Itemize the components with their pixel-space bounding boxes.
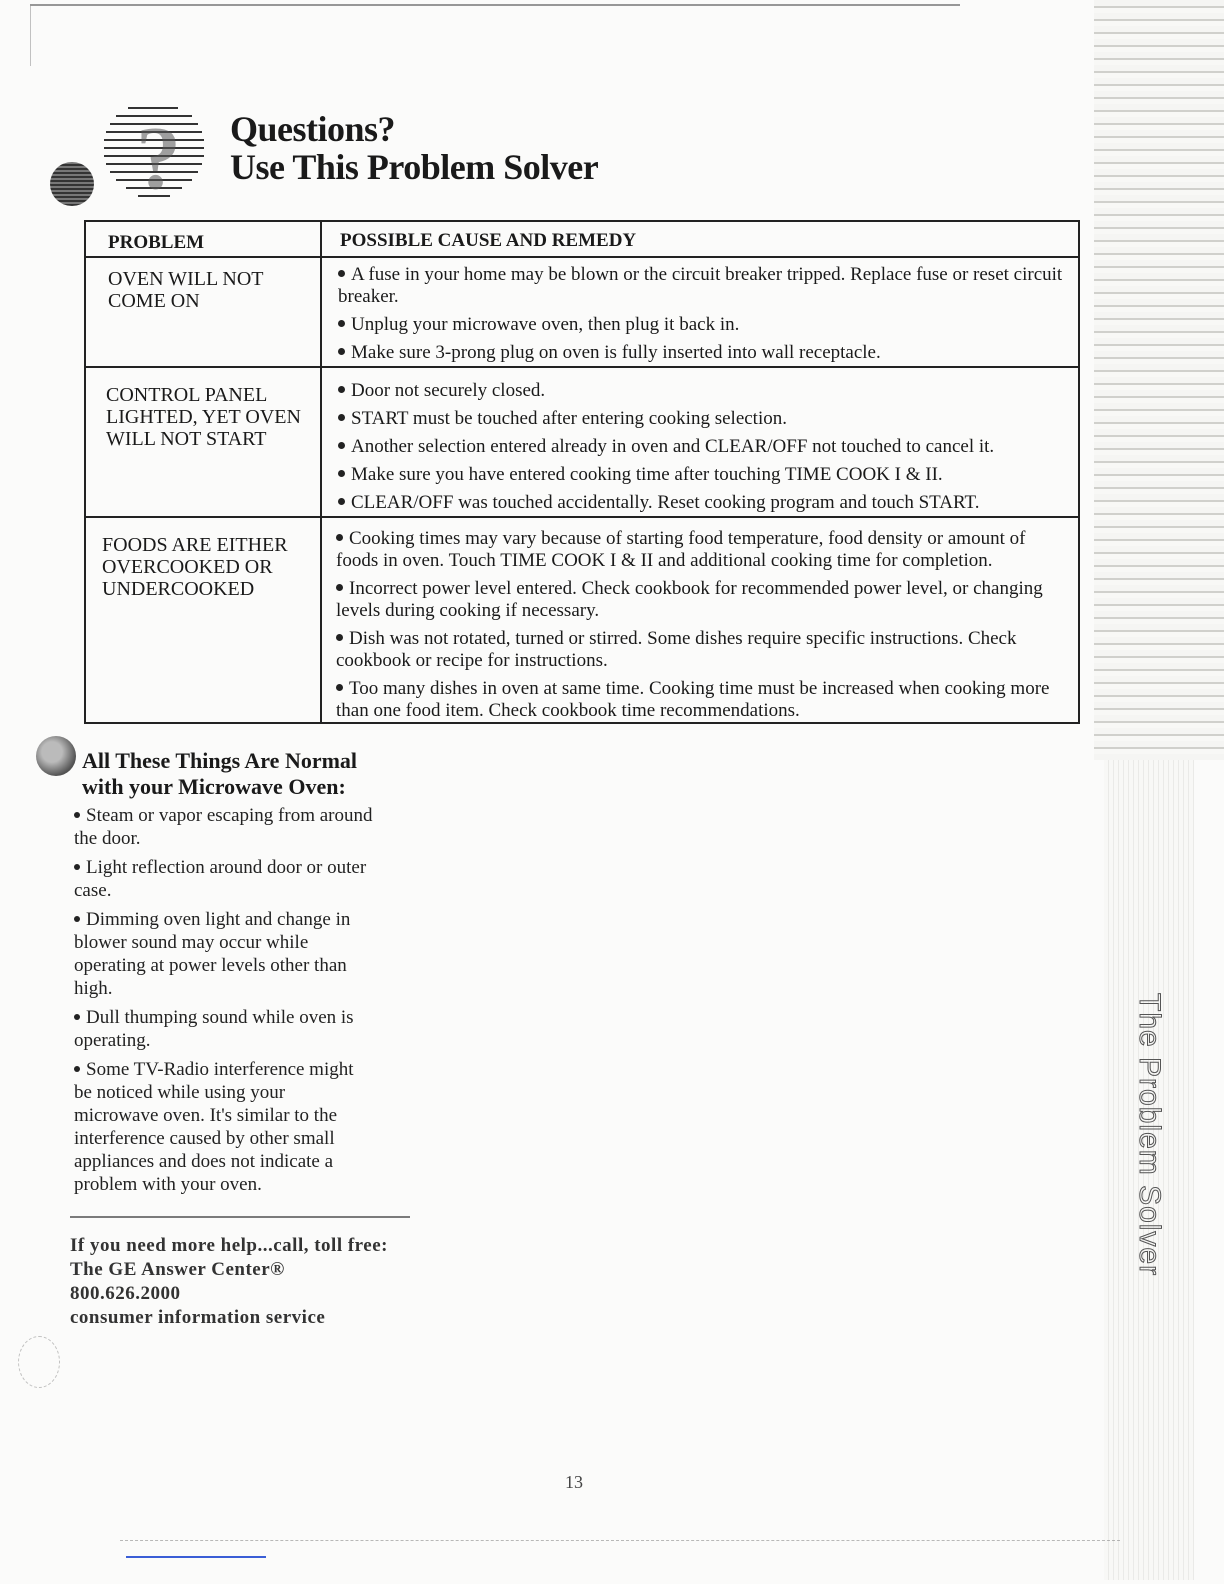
bullet-icon [338, 470, 345, 477]
remedy-item [336, 628, 1064, 672]
bullet-icon [74, 916, 80, 922]
remedy-item [338, 492, 1068, 514]
remedy-text: Make sure you have entered cooking time after touching TIME COOK I & II. [351, 464, 943, 485]
remedy-text: Cooking times may vary because of starting food temperature, food density or amount of foods in oven. Touch TIME COOK I & II and additional cooking time for completion. [336, 528, 1026, 571]
remedy-text: Another selection entered already in oven and CLEAR/OFF not touched to cancel it. [351, 436, 995, 457]
problem-cell [106, 384, 301, 450]
remedy-cell [338, 264, 1068, 370]
page-number: 13 [565, 1472, 583, 1492]
problem-text: FOODS ARE EITHER [102, 534, 288, 556]
bullet-icon [336, 534, 343, 541]
edge-strip [1094, 0, 1224, 760]
title-line-2: Use This Problem Solver [230, 147, 599, 187]
list-item-text: Some TV-Radio interference might be noticed while using your microwave oven. It's similar to the interference caused by other small appliances and does not indicate a problem with your oven. [74, 1059, 354, 1195]
bullet-icon [338, 442, 345, 449]
remedy-text: Dish was not rotated, turned or stirred. Some dishes require specific instructions. Check cookbook or recipe for instructions. [336, 628, 1017, 671]
remedy-text: START must be touched after entering cooking selection. [351, 408, 787, 429]
scan-top-rule [30, 4, 960, 6]
problem-text: OVERCOOKED OR [102, 556, 273, 578]
remedy-item [336, 678, 1064, 722]
help-separator [70, 1216, 410, 1218]
list-item-text: Dull thumping sound while oven is operating. [74, 1007, 354, 1051]
remedy-item [336, 578, 1064, 622]
bullet-icon [336, 634, 343, 641]
help-line: The GE Answer Center® [70, 1259, 285, 1280]
remedy-item [338, 314, 1068, 336]
column-header-problem: PROBLEM [108, 232, 205, 253]
list-item-text: Light reflection around door or outer case. [74, 857, 367, 901]
normal-list [74, 804, 374, 1202]
scan-bottom-rule [120, 1540, 1120, 1542]
help-line: If you need more help...call, toll free: [70, 1235, 388, 1256]
problem-text: CONTROL PANEL [106, 384, 268, 406]
side-tab-label: The Problem Solver [1133, 993, 1166, 1277]
table-header-divider [86, 256, 1078, 258]
remedy-item [338, 380, 1068, 402]
question-mark-icon [88, 98, 218, 208]
table-column-divider [320, 222, 322, 724]
remedy-item [338, 408, 1068, 430]
bullet-icon [336, 584, 343, 591]
problem-text: OVEN WILL NOT [108, 268, 264, 290]
remedy-text: Too many dishes in oven at same time. Cooking time must be increased when cooking more than one food item. Check cookbook time recommendations. [336, 678, 1050, 721]
list-item [74, 1058, 374, 1196]
remedy-item [338, 342, 1068, 364]
bullet-icon [338, 414, 345, 421]
problem-cell [108, 268, 264, 312]
list-item [74, 804, 374, 850]
remedy-item [338, 264, 1068, 308]
scan-blue-line [126, 1556, 266, 1558]
problem-text: COME ON [108, 290, 200, 312]
bullet-icon [338, 320, 345, 327]
remedy-item [338, 436, 1068, 458]
title-line-1: Questions? [230, 109, 396, 149]
normal-heading-line: All These Things Are Normal [82, 748, 358, 773]
column-header-remedy: POSSIBLE CAUSE AND REMEDY [340, 230, 637, 251]
side-tab [1104, 960, 1194, 1310]
bullet-icon [338, 348, 345, 355]
remedy-cell [336, 528, 1064, 728]
bullet-icon [338, 270, 345, 277]
problem-text: WILL NOT START [106, 428, 267, 450]
remedy-text: CLEAR/OFF was touched accidentally. Reset cooking program and touch START. [351, 492, 980, 513]
problem-cell [102, 534, 288, 600]
remedy-item [336, 528, 1064, 572]
bullet-icon [338, 498, 345, 505]
normal-heading [82, 748, 357, 800]
help-block [70, 1234, 388, 1330]
problem-text: LIGHTED, YET OVEN [106, 406, 301, 428]
page-title [230, 110, 598, 186]
list-item [74, 1006, 374, 1052]
remedy-text: Make sure 3-prong plug on oven is fully inserted into wall receptacle. [351, 342, 881, 363]
remedy-item [338, 464, 1068, 486]
remedy-text: A fuse in your home may be blown or the circuit breaker tripped. Replace fuse or reset circuit breaker. [338, 264, 1063, 307]
help-phone: 800.626.2000 [70, 1283, 181, 1304]
section-bullet-icon [36, 736, 76, 776]
remedy-text: Unplug your microwave oven, then plug it back in. [351, 314, 740, 335]
help-line: consumer information service [70, 1307, 326, 1328]
bullet-icon [74, 812, 80, 818]
remedy-cell [338, 380, 1068, 520]
list-item [74, 856, 374, 902]
remedy-text: Incorrect power level entered. Check cookbook for recommended power level, or changing levels during cooking if necessary. [336, 578, 1043, 621]
normal-heading-line: with your Microwave Oven: [82, 774, 346, 799]
scan-mark [18, 1336, 60, 1388]
problem-text: UNDERCOOKED [102, 578, 255, 600]
svg-text:?: ? [136, 109, 181, 208]
bullet-icon [336, 684, 343, 691]
bullet-icon [74, 864, 80, 870]
bullet-icon [74, 1066, 80, 1072]
scan-left-edge [30, 6, 31, 66]
bullet-icon [74, 1014, 80, 1020]
remedy-text: Door not securely closed. [351, 380, 546, 401]
bullet-icon [338, 386, 345, 393]
list-item-text: Dimming oven light and change in blower sound may occur while operating at power levels other than high. [74, 909, 351, 999]
list-item [74, 908, 374, 1000]
list-item-text: Steam or vapor escaping from around the door. [74, 805, 373, 849]
